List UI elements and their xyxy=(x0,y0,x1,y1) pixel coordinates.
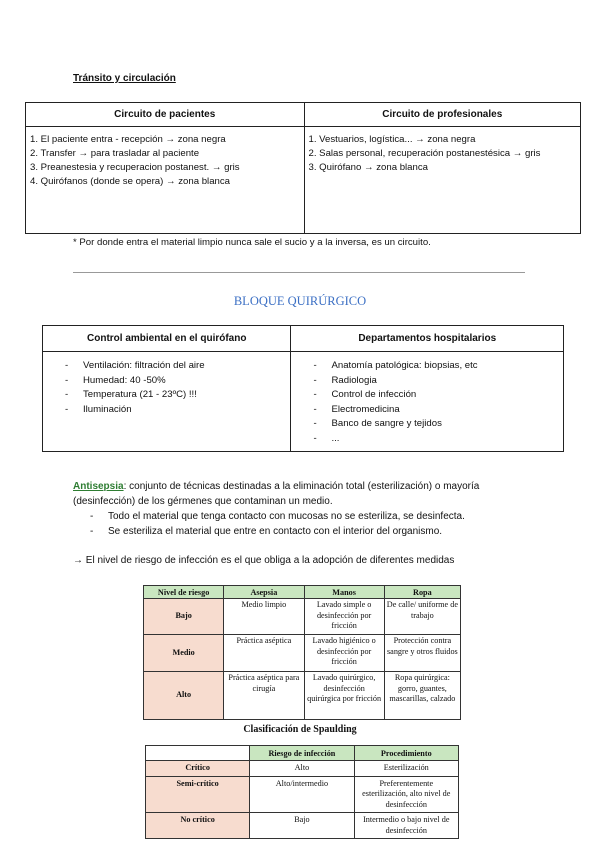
bloque-table xyxy=(42,325,564,452)
table-cell: Alto xyxy=(250,761,354,777)
list-item: 2. Salas personal, recuperación postanestésica → gris xyxy=(308,148,541,159)
risk-level-table xyxy=(143,585,461,720)
list-item: - Ventilación: filtración del aire xyxy=(43,359,290,374)
table-cell: Crítico xyxy=(146,761,250,777)
list-item: 2. Transfer → para trasladar al paciente xyxy=(30,148,200,159)
header-departamentos: Departamentos hospitalarios xyxy=(291,326,564,352)
circuit-table xyxy=(25,102,581,234)
divider xyxy=(73,272,525,273)
table-cell: Intermedio o bajo nivel de desinfección xyxy=(354,813,458,839)
profesionales-cell xyxy=(304,127,581,234)
table-cell: Alto/intermedio xyxy=(250,776,354,813)
table-row xyxy=(144,635,461,672)
table-header: Riesgo de infección xyxy=(250,746,354,761)
bloque-title: BLOQUE QUIRÚRGICO xyxy=(233,294,367,308)
departamentos-cell xyxy=(291,352,564,452)
list-item: - Radiologia xyxy=(291,374,563,389)
header-circuito-profesionales: Circuito de profesionales xyxy=(304,103,581,127)
table-cell: Semi-crítico xyxy=(146,776,250,813)
table-header: Nivel de riesgo xyxy=(144,586,224,599)
table-row xyxy=(146,813,459,839)
table-cell: Lavado simple o desinfección por fricción xyxy=(304,599,384,635)
table-row xyxy=(144,672,461,720)
list-item: - Banco de sangre y tejidos xyxy=(291,417,563,432)
spaulding-title: Clasificación de Spaulding xyxy=(243,724,357,735)
table-cell: De calle/ uniforme de trabajo xyxy=(384,599,460,635)
list-item: - Control de infección xyxy=(291,388,563,403)
antisepsia-definition xyxy=(73,479,543,509)
list-item: - Temperatura (21 - 23ºC) !!! xyxy=(43,388,290,403)
table-header: Ropa xyxy=(384,586,460,599)
list-item: 4. Quirófanos (donde se opera) → zona blanca xyxy=(30,176,230,187)
table-row xyxy=(146,761,459,777)
control-cell xyxy=(43,352,291,452)
table-header: Asepsia xyxy=(224,586,304,599)
list-item: - Anatomía patológica: biopsias, etc xyxy=(291,359,563,374)
table-cell: Esterilización xyxy=(354,761,458,777)
table-cell: Bajo xyxy=(250,813,354,839)
table-cell: Lavado higiénico o desinfección por fricción xyxy=(304,635,384,672)
list-item: 3. Quirófano → zona blanca xyxy=(308,162,428,173)
antisepsia-section xyxy=(73,479,543,539)
table-cell: Ropa quirúrgica: gorro, guantes, mascarillas, calzado xyxy=(384,672,460,720)
nivel-riesgo-text: → El nivel de riesgo de infección es el que obliga a la adopción de diferentes medidas xyxy=(73,555,455,566)
table-header: Manos xyxy=(304,586,384,599)
table-cell: Medio limpio xyxy=(224,599,304,635)
table-cell: Preferentemente esterilización, alto nivel de desinfección xyxy=(354,776,458,813)
list-item: - Electromedicina xyxy=(291,403,563,418)
table-cell: Bajo xyxy=(144,599,224,635)
list-item: - ... xyxy=(291,432,563,447)
header-control-ambiental: Control ambiental en el quirófano xyxy=(43,326,291,352)
antisepsia-keyword: Antisepsia xyxy=(73,481,124,492)
list-item: 1. El paciente entra - recepción → zona negra xyxy=(30,134,226,145)
circuit-note: * Por donde entra el material limpio nunca sale el sucio y a la inversa, es un circuito. xyxy=(73,237,431,248)
table-cell: Alto xyxy=(144,672,224,720)
spaulding-table xyxy=(145,745,459,839)
table-cell: Lavado quirúrgico, desinfección quirúrgica por fricción xyxy=(304,672,384,720)
list-item: 3. Preanestesia y recuperacion postanest. → gris xyxy=(30,162,240,173)
list-item: 1. Vestuarios, logística... → zona negra xyxy=(308,134,476,145)
table-header: Procedimiento xyxy=(354,746,458,761)
table-cell: No crítico xyxy=(146,813,250,839)
list-item: - Todo el material que tenga contacto con mucosas no se esteriliza, se desinfecta. xyxy=(73,509,543,524)
list-item: - Humedad: 40 -50% xyxy=(43,374,290,389)
table-cell: Práctica aséptica para cirugía xyxy=(224,672,304,720)
antisepsia-text: : conjunto de técnicas destinadas a la eliminación total (esterilización) o mayoría (desinfección) de los gérmenes que contaminan un medio. xyxy=(73,481,480,507)
table-cell: Medio xyxy=(144,635,224,672)
table-header xyxy=(146,746,250,761)
table-cell: Práctica aséptica xyxy=(224,635,304,672)
header-circuito-pacientes: Circuito de pacientes xyxy=(26,103,305,127)
list-item: - Se esteriliza el material que entre en contacto con el interior del organismo. xyxy=(73,524,543,539)
pacientes-cell xyxy=(26,127,305,234)
table-row xyxy=(146,776,459,813)
list-item: - Iluminación xyxy=(43,403,290,418)
table-row xyxy=(144,599,461,635)
table-cell: Protección contra sangre y otros fluidos xyxy=(384,635,460,672)
section-title-transito: Tránsito y circulación xyxy=(73,73,176,84)
